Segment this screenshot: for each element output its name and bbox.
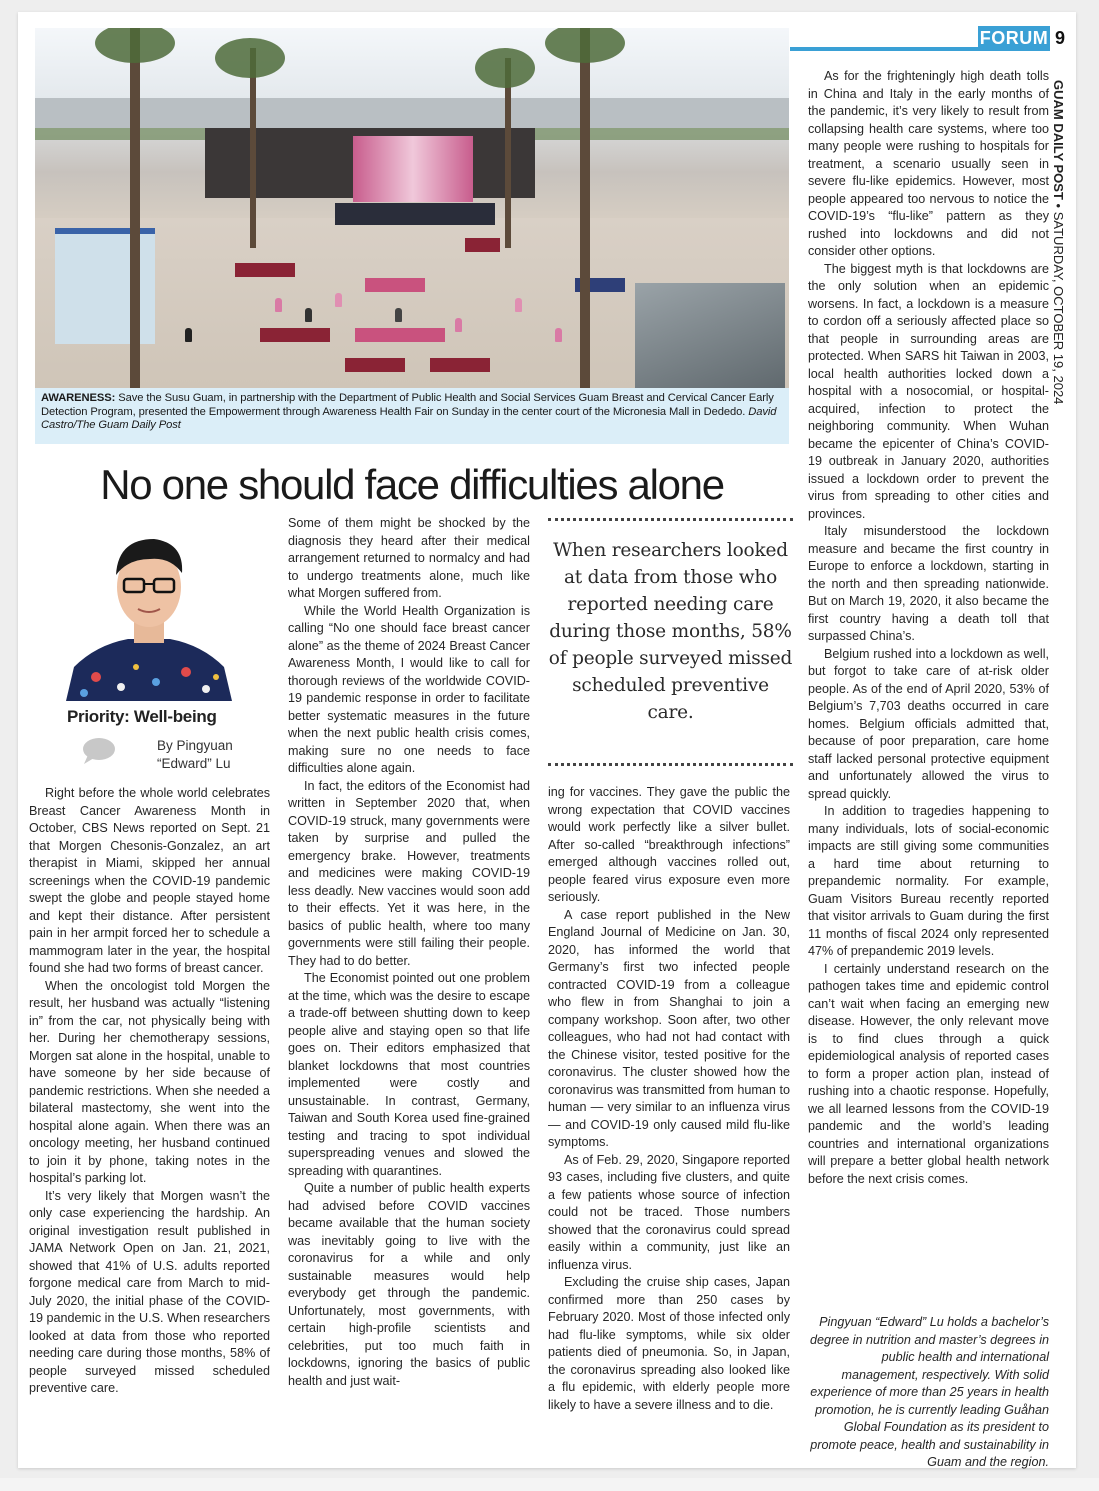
- paragraph: The Economist pointed out one problem at the time, which was the desire to escape a trade-off between shutting down to keep people alive and staying open so that life goes on. Their editors emphasized that blanket lockdowns that most countries implemented were costly and unsustainable. In contrast, Germany, Taiwan and South Korea used fine-grained testing and tracing to spot individual superspreading venues and slowed the spreading with quarantines.: [288, 971, 530, 1178]
- photo-person: [395, 308, 402, 322]
- photo-booth-table: [260, 328, 330, 342]
- photo-escalator: [635, 283, 785, 388]
- paragraph: A case report published in the New England Journal of Medicine on Jan. 30, 2020, has informed the world that Germany’s first two infected people contracted COVID-19 from a colleague who flew in from Shanghai to join a company workshop. Soon after, two other colleagues, who had not had contact with the Chinese visitor, tested positive for the coronavirus. The cluster showed how the coronavirus was transmitted from human to human — very similar to an influenza virus — and COVID-19 only caused mild flu-like symptoms.: [548, 907, 790, 1149]
- paragraph: I certainly understand research on the pathogen takes time and epidemic control can’t wait when facing an emerging new disease. However, the only relevant move is to find clues through a quick epidemiological analysis of reported cases to form a proper action plan, instead of rushing into a chaotic response. Hopefully, we all learned lessons from the COVID-19 pandemic and the world’s leading countries and international organizations will prepare a better global health network before the next crisis comes.: [808, 961, 1049, 1186]
- paragraph: The biggest myth is that lockdowns are the only solution when an epidemic worsens. In fact, a lockdown is a measure to cordon off a seriously affected place so that people in surrounding areas are protected. When SARS hit Taiwan in 2003, local health authorities locked down a hospital with a nosocomial, or hospital-acquired, infection to protect the neighboring community. When Wuhan became the epicenter of China’s COVID-19 outbreak in January 2020, authorities issued a lockdown order to prevent the virus from spreading to other cities and provinces.: [808, 261, 1049, 521]
- caption-text: Save the Susu Guam, in partnership with the Department of Public Health and Social Services Guam Breast and Cervical Cancer Early Detection Program, presented the Empowerment through Awareness Health Fair on Sunday in the center court of the Micronesia Mall in Dededo.: [41, 392, 774, 418]
- photo-booth-table: [235, 263, 295, 277]
- article-column-4: [808, 68, 1049, 1188]
- paragraph: Excluding the cruise ship cases, Japan confirmed more than 250 cases by February 2020. Most of those infected only had flu-like symptoms, while six older patients died of pneumonia. So, in Japan, the coronavirus spreading also looked like a flu epidemic, with elderly people more likely to have a severe illness and to die.: [548, 1275, 790, 1412]
- author-portrait-illustration: [66, 517, 232, 701]
- byline-line-2: “Edward” Lu: [157, 755, 231, 771]
- paragraph: Right before the whole world celebrates Breast Cancer Awareness Month in October, CBS News reported on Sept. 21 that Morgen Chesonis-Gonzalez, an art therapist in Miami, skipped her annual screenings when the COVID-19 pandemic swept the globe and people stayed home and kept their distance. After persistent pain in her armpit forced her to schedule a mammogram later in the year, the hospital found she had two forms of breast cancer.: [29, 786, 270, 975]
- page-bottom-margin: [0, 1478, 1099, 1491]
- masthead-vertical: [1051, 80, 1066, 404]
- paragraph: As of Feb. 29, 2020, Singapore reported 93 cases, including five clusters, and quite a few patients whose source of infection could not be traced. Those numbers showed that the coronavirus could spread easily within a community, just like an influenza virus.: [548, 1152, 790, 1272]
- photo-booth-table: [345, 358, 405, 372]
- photo-palm-trunk: [250, 48, 256, 248]
- paragraph: As for the frighteningly high death tolls in China and Italy in the early months of the pandemic, it’s very likely to result from collapsing health care systems, where too many people were rushing to hospitals for treatment, a scenario usually seen in severe flu-like epidemics. However, most people appeared too nervous to notice the COVID-19’s “flu-like” pattern as they rushed into lockdowns and did not consider other options.: [808, 69, 1049, 258]
- photo-person: [455, 318, 462, 332]
- page-number: 9: [1055, 28, 1066, 48]
- column-name: Priority: Well-being: [67, 707, 217, 726]
- article-column-1: [29, 785, 270, 1398]
- paragraph: Some of them might be shocked by the diagnosis they heard after their medical arrangement returned to normalcy and had to undergo treatments alone, much like what Morgen suffered from.: [288, 516, 530, 600]
- photo-person: [515, 298, 522, 312]
- paragraph: Quite a number of public health experts had advised before COVID vaccines became available that the human society was inevitably going to live with the coronavirus for a while and only sustainable measures would help everybody get through the pandemic. Unfortunately, most governments, with certain high-profile scientists and celebrities, put too much faith in lockdowns, ignoring the basics of public health and just wait-: [288, 1181, 530, 1388]
- paragraph: In addition to tragedies happening to many individuals, lots of social-economic impacts are still giving some communities a hard time about returning to prepandemic normality. For example, Guam Visitors Bureau recently reported that visitor arrivals to Guam during the first 11 months of fiscal 2024 only represented 47% of prepandemic 2019 levels.: [808, 804, 1049, 958]
- event-photo: [35, 28, 789, 388]
- paragraph: In fact, the editors of the Economist had written in September 2020 that, when COVID-19 struck, many governments were taken by surprise and pulled the emergency brake. However, treatments and medicines were making COVID-19 less deadly. New vaccines would soon add to their effects. Yet it was here, in the basics of public health, where too many governments were still failing their people. They had to do better.: [288, 778, 530, 968]
- pull-quote: When researchers looked at data from those who reported needing care during those months, 58% of people surveyed missed scheduled preventive care.: [548, 518, 793, 766]
- photo-palm-frond: [475, 48, 535, 88]
- photo-booth-table: [465, 238, 500, 252]
- article-column-2: [288, 515, 530, 1390]
- caption-label: AWARENESS:: [41, 392, 116, 404]
- photo-credit: David Castro/The Guam Daily Post: [41, 405, 777, 432]
- masthead-separator: •: [1051, 203, 1066, 209]
- publication-name: GUAM DAILY POST: [1051, 80, 1066, 200]
- photo-booth-table: [355, 328, 445, 342]
- paragraph: It’s very likely that Morgen wasn’t the only case experiencing the hardship. An original investigation result published in JAMA Network Open on Jan. 21, 2021, showed that 41% of U.S. adults reported forgone medical care from March to mid-July 2020, the initial phase of the COVID-19 pandemic in the U.S. When researchers looked at data from those who reported needing care during those months, 58% of people surveyed missed scheduled preventive care.: [29, 1188, 270, 1395]
- photo-info-booth: [55, 228, 155, 344]
- paragraph: ing for vaccines. They gave the public the wrong expectation that COVID vaccines would work perfectly like a silver bullet. After so-called “breakthrough infections” emerged although vaccines rolled out, people feared virus exposure even more seriously.: [548, 785, 790, 904]
- paragraph: When the oncologist told Morgen the result, her husband was actually “listening in” from the car, not physically being with her. During her chemotherapy sessions, Morgen sat alone in the hospital, unable to have someone by her side because of pandemic restrictions. When she needed a bilateral mastectomy, she went into the hospital alone again. When there was an oncology meeting, her husband continued to join it by phone, taking notes in the hospital’s parking lot.: [29, 978, 270, 1185]
- author-bio: Pingyuan “Edward” Lu holds a bachelor’s degree in nutrition and master’s degrees in public health and international management, respectively. With solid experience of more than 25 years in health promotion, he is currently leading Guåhan Global Foundation as its president to promote peace, health and sustainability in Guam and the region.: [810, 1315, 1049, 1469]
- photo-person: [185, 328, 192, 342]
- byline-line-1: By Pingyuan: [157, 738, 233, 753]
- byline: [157, 737, 233, 772]
- photo-palm-trunk: [580, 28, 590, 388]
- photo-person: [555, 328, 562, 342]
- newspaper-page: [18, 12, 1076, 1468]
- photo-palm-frond: [215, 38, 285, 78]
- photo-balcony: [35, 98, 789, 128]
- photo-stage-screen: [353, 136, 473, 202]
- paragraph: Belgium rushed into a lockdown as well, but forgot to take care of at-risk older people. As of the end of April 2020, 53% of Belgium’s 7,703 deaths occurred in care homes. Belgium officials admitted that, because of poor preparation, care home staff lacked personal protective equipment and unfortunately allowed the virus to spread quickly.: [808, 646, 1049, 801]
- photo-person: [305, 308, 312, 322]
- photo-caption: [35, 388, 789, 444]
- photo-stage: [335, 203, 495, 225]
- photo-palm-trunk: [130, 28, 140, 388]
- paragraph: Italy misunderstood the lockdown measure and became the first country in Europe to enforce a lockdown, starting in the north and then spreading nationwide. But on March 19, 2020, it also became the first country having a death toll that surpassed China’s.: [808, 524, 1049, 643]
- photo-booth-table: [430, 358, 490, 372]
- article-column-3: [548, 784, 790, 1414]
- photo-person: [275, 298, 282, 312]
- speech-bubble-icon: [80, 737, 116, 765]
- photo-booth-table: [365, 278, 425, 292]
- headline: No one should face difficulties alone: [100, 461, 724, 508]
- author-photo: [66, 517, 232, 701]
- publication-date: SATURDAY, OCTOBER 19, 2024: [1051, 211, 1066, 405]
- paragraph: While the World Health Organization is calling “No one should face breast cancer alone” as the theme of 2024 Breast Cancer Awareness Month, I would like to call for thorough reviews of the worldwide COVID-19 pandemic response in order to facilitate better systematic measures in the future when the next public health crisis comes, making sure no one needs to face difficulties alone again.: [288, 603, 530, 775]
- section-tag: FORUM: [978, 26, 1050, 51]
- photo-person: [335, 293, 342, 307]
